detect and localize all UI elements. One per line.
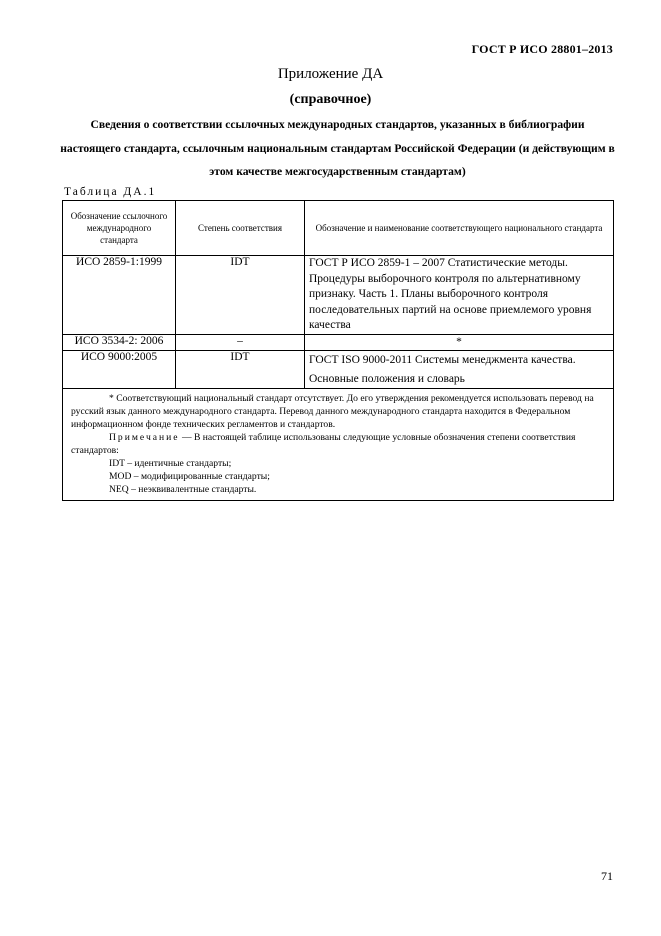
row-degree: IDT bbox=[176, 351, 305, 389]
row-degree: – bbox=[176, 334, 305, 351]
row-degree: IDT bbox=[176, 256, 305, 335]
table-footer bbox=[63, 389, 614, 501]
row-ref: ИСО 9000:2005 bbox=[63, 351, 176, 389]
table-caption: Таблица ДА.1 bbox=[64, 186, 157, 198]
document-code: ГОСТ Р ИСО 28801–2013 bbox=[471, 42, 613, 56]
row-ref: ИСО 2859-1:1999 bbox=[63, 256, 176, 335]
note-text: — В настоящей таблице использованы следующие условные обозначения степени соответствия стандартов: bbox=[71, 432, 576, 456]
legend-item-mod: MOD – модифицированные стандарты; bbox=[109, 471, 270, 482]
appendix-title: Приложение ДА bbox=[277, 66, 384, 82]
row-ref: ИСО 3534-2: 2006 bbox=[63, 334, 176, 351]
page-number: 71 bbox=[601, 869, 613, 883]
appendix-subtitle: (справочное) bbox=[289, 92, 372, 107]
header-national-standard: Обозначение и наименование соответствующего национального стандарта bbox=[305, 201, 614, 256]
table-header-row bbox=[63, 201, 614, 256]
legend-item-idt: IDT – идентичные стандарты; bbox=[109, 458, 232, 469]
correspondence-table bbox=[62, 200, 614, 501]
legend-item-neq: NEQ – неэквивалентные стандарты. bbox=[109, 484, 257, 495]
table-row bbox=[63, 334, 614, 351]
row-national: ГОСТ Р ИСО 2859-1 – 2007 Статистические методы. Процедуры выборочного контроля по альтернативному признаку. Часть 1. Планы выборочного контроля последовательных партий на основе приемлемого уровня качества bbox=[305, 256, 614, 335]
table-row bbox=[63, 351, 614, 389]
table-note bbox=[71, 431, 607, 457]
table-row bbox=[63, 256, 614, 335]
header-degree: Степень соответствия bbox=[176, 201, 305, 256]
note-label: Примечание bbox=[109, 432, 180, 443]
row-national: ГОСТ ISO 9000-2011 Системы менеджмента качества. Основные положения и словарь bbox=[305, 351, 614, 389]
footnote: * Соответствующий национальный стандарт отсутствует. До его утверждения рекомендуется использовать перевод на русский язык данного международного стандарта. Перевод данного международного стандарта находится в Федеральном информационном фонде технических регламентов и стандартов. bbox=[71, 393, 594, 430]
header-ref-standard: Обозначение ссылочного международного стандарта bbox=[63, 201, 176, 256]
appendix-intro: Сведения о соответствии ссылочных международных стандартов, указанных в библиографии настоящего стандарта, ссылочным национальным стандартам Российской Федерации (и действующим в этом качестве межгосударственным стандартам) bbox=[60, 118, 615, 178]
table-footer-row bbox=[63, 389, 614, 501]
row-national: * bbox=[305, 334, 614, 351]
